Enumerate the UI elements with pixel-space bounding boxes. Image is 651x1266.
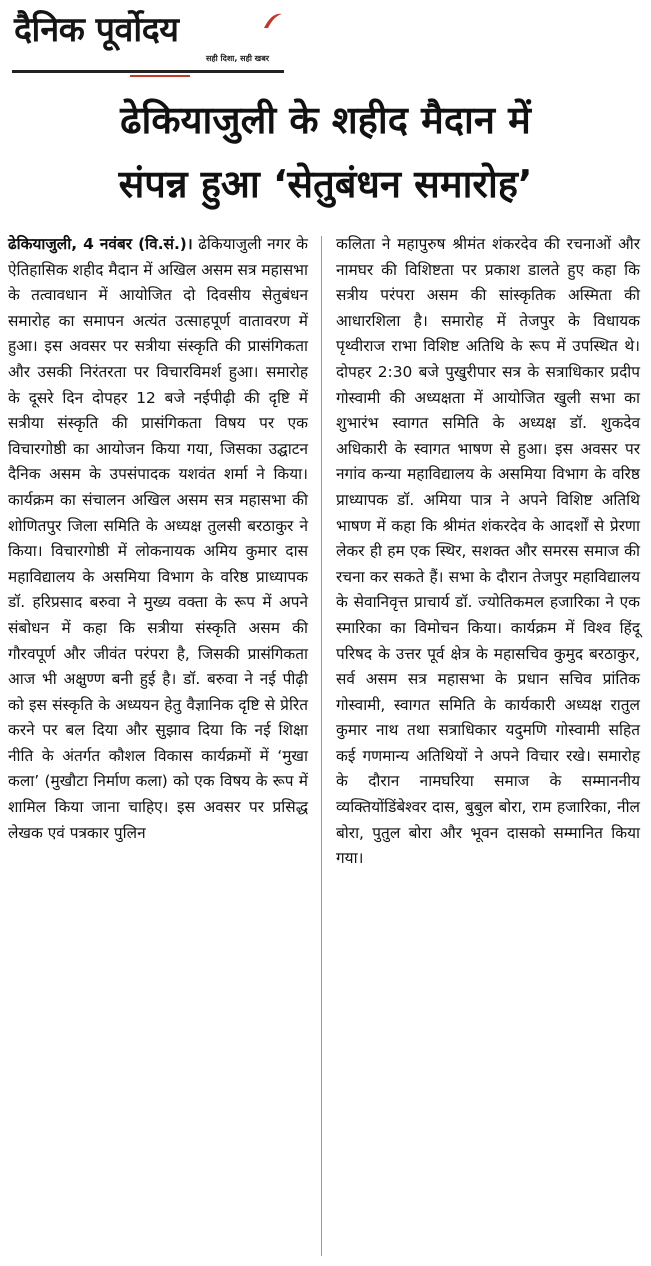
masthead-accent-rule [130,75,190,77]
article-column-2 [336,232,640,872]
newspaper-logo: दैनिक पूर्वोदय [14,10,179,50]
dateline: ढेकियाजुली, 4 नवंबर (वि.सं.)। [8,235,193,253]
headline [0,88,651,216]
masthead-rule [12,70,284,73]
headline-line-2: संपन्न हुआ ‘सेतुबंधन समारोह’ [118,162,533,206]
headline-line-1: ढेकियाजुली के शहीद मैदान में [120,98,531,142]
sun-swoosh-icon [262,10,284,32]
article-column-1-text: ढेकियाजुली नगर के ऐतिहासिक शहीद मैदान में अखिल असम सत्र महासभा के तत्वावधान में आयोजित दो दिवसीय सेतुबंधन समारोह का समापन अत्यंत उत्साहपूर्ण वातावरण में हुआ। इस अवसर पर सत्रीया संस्कृति की प्रासंगिकता और उसकी निरंतरता पर विचार‍विमर्श हुआ। समारोह के दूसरे दिन दोपहर 12 बजे नई‍पीढ़ी की दृष्टि में सत्रीया संस्कृति की प्रासंगिकता विषय पर एक विचारगोष्ठी का आयोजन किया गया, जिसका उद्घाटन दैनिक असम के उप‍संपादक यशवंत शर्मा ने किया। कार्यक्रम का संचालन अखिल असम सत्र महासभा की शोणितपुर जिला समिति के अध्यक्ष तुलसी बरठाकुर ने किया। विचारगोष्ठी में लोकनायक अमिय कुमार दास महाविद्यालय के असमिया विभाग के वरिष्ठ प्राध्यापक डॉ. हरिप्रसाद बरुवा ने मुख्य वक्ता के रूप में अपने संबोधन में कहा कि सत्रीया संस्कृति असम की गौरवपूर्ण और जीवंत परंपरा है, जिसकी प्रासंगिकता आज भी अक्षुण्ण बनी हुई है। डॉ. बरुवा ने नई पीढ़ी को इस संस्कृति के अध्ययन हेतु वैज्ञानिक दृष्टि से प्रेरित करने पर बल दिया और सुझाव दिया कि नई शिक्षा नीति के अंतर्गत कौशल विकास कार्यक्रमों में ‘मुखा कला’ (मुखौटा निर्माण कला) को एक विषय के रूप में शामिल किया जाना चाहिए। इस अवसर पर प्रसिद्ध लेखक एवं पत्रकार पुलिन [8,235,308,842]
tagline: सही दिशा, सही खबर [206,54,270,63]
column-divider [321,236,322,1256]
article-column-2-text: कलिता ने महापुरुष श्रीमंत शंकरदेव की रचनाओं और नामघर की विशिष्टता पर प्रकाश डालते हुए कहा कि सत्रीय परंपरा असम की सांस्कृतिक अस्मिता की आधारशिला है। समारोह में तेजपुर के विधायक पृथ्वीराज राभा विशिष्ट अतिथि के रूप में उपस्थित थे। दोपहर 2:30 बजे पुखुरीपार सत्र के सत्राधिकार प्रदीप गोस्वामी की अध्यक्षता में आयोजित खुली सभा का शुभारंभ स्वागत समिति के अध्यक्ष डॉ. शुकदेव अधिकारी के स्वागत भाषण से हुआ। इस अवसर पर नगांव कन्या महाविद्यालय के असमिया विभाग के वरिष्ठ प्राध्यापक डॉ. अमिया पात्र ने अपने विशिष्ट अतिथि भाषण में कहा कि श्रीमंत शंकरदेव के आदर्शों से प्रेरणा लेकर ही हम एक स्थिर, सशक्त और समरस समाज की रचना कर सकते हैं। सभा के दौरान तेजपुर महाविद्यालय के सेवानिवृत्त प्राचार्य डॉ. ज्योतिकमल हजारिका ने एक स्मारिका का विमोचन किया। कार्यक्रम में विश्व हिंदू परिषद के उत्तर पूर्व क्षेत्र के महासचिव कुमुद बरठाकुर, सर्व असम सत्र महासभा के प्रधान सचिव प्रांतिक गोस्वामी, स्वागत समिति के कार्यकारी अध्यक्ष रातुल कुमार नाथ तथा सत्राधिकार यदुमणि गोस्वामी सहित कई गणमान्य अतिथियों ने अपने विचार रखे। समारोह के दौरान नामघरिया समाज के सम्माननीय व्यक्तियों‍डिंबेश्वर दास, बुबुल बोरा, राम हजारिका, नील बोरा, पुतुल बोरा और भूवन दास‍को सम्मानित किया गया। [336,235,640,868]
masthead [10,8,285,72]
article-column-1 [8,232,308,846]
